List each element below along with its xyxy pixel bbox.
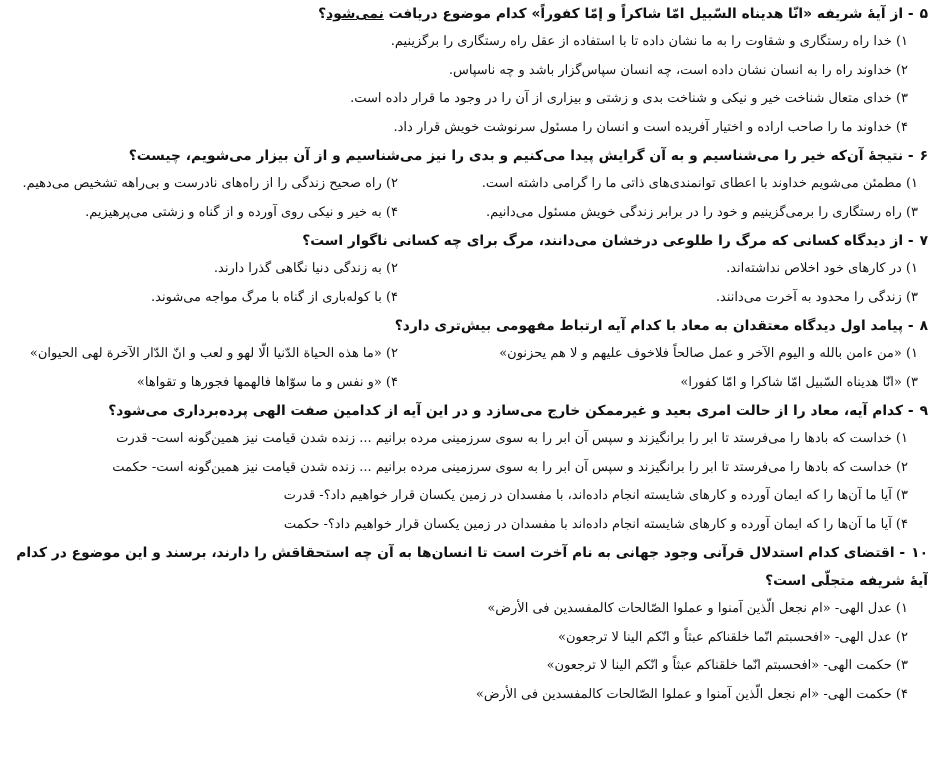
options-row [4,255,928,284]
question-10-title: ۱۰- اقتضای کدام استدلال قرآنی وجود جهانی به نام آخرت است تا انسان‌ها به آن چه استحقاقش را دارند، برسند و این موضوع در کدام آیهٔ شریفه متجلّی است؟ [16,545,928,589]
option-4[interactable]: ۴) آیا ما آن‌ها را که ایمان آورده و کارهای شایسته انجام داده‌اند با مفسدان در زمین یکسان قرار خواهیم داد؟- حکمت [283,516,908,532]
question-number: ۸ [919,318,928,334]
question-5 [4,0,928,142]
options-row [4,340,928,369]
option-2[interactable]: ۲) «ما هذه الحیاة الدّنیا الّا لهو و لعب و انّ الدّار الآخرة لهی الحیوان» [29,346,398,361]
option-1[interactable]: ۱) عدل الهی- «ام نجعل الّذین آمنوا و عملوا الصّالحات کالمفسدین فی الأرض» [487,601,908,616]
question-7 [4,227,928,312]
option-2[interactable]: ۲) عدل الهی- «افحسبتم انّما خلقناکم عبثاً و انّکم الینا لا ترجعون» [558,629,908,645]
option-3[interactable]: ۳) آیا ما آن‌ها را که ایمان آورده و کارهای شایسته انجام داده‌اند، با مفسدان در زمین یکسان قرار خواهیم داد؟- قدرت [283,488,908,503]
question-number: ۱۰ [911,545,928,561]
negation-underlined: نمی‌شود [326,6,384,22]
option-2[interactable]: ۲) خداست که بادها را می‌فرستد تا ابر را برانگیزند و سپس آن ابر را به سوی سرزمینی مرده برانیم ... زنده شدن قیامت نیز همین‌گونه است- حکمت [112,459,908,475]
question-8 [4,312,928,397]
question-8-title: ۸- پیامد اول دیدگاه معتقدان به معاد با کدام آیه ارتباط مفهومی بیش‌تری دارد؟ [394,318,928,334]
option-1[interactable]: ۱) «من ءامن بالله و الیوم الآخر و عمل صالحاً فلاخوف علیهم و لا هم یحزنون» [499,346,918,361]
option-3[interactable]: ۳) «انّا هدیناه السّبیل امّا شاکرا و امّا کفورا» [680,374,918,390]
option-1[interactable]: ۱) خدا راه رستگاری و شقاوت را به ما نشان داده تا با استفاده از عقل راه رستگاری را برگزینیم. [390,34,908,49]
option-4[interactable]: ۴) حکمت الهی- «ام نجعل الّذین آمنوا و عملوا الصّالحات کالمفسدین فی الأرض» [475,686,908,702]
options-row [4,170,928,199]
option-4[interactable]: ۴) به خیر و نیکی روی آورده و از گناه و زشتی می‌پرهیزیم. [85,204,398,220]
question-6-title: ۶- نتیجهٔ آن‌که خیر را می‌شناسیم و به آن گرایش پیدا می‌کنیم و بدی را نیز می‌شناسیم و از آن بیزار می‌شویم، چیست؟ [128,148,928,164]
question-7-title: ۷- از دیدگاه کسانی که مرگ را طلوعی درخشان می‌دانند، مرگ برای چه کسانی ناگوار است؟ [302,233,928,249]
option-4[interactable]: ۴) خداوند ما را صاحب اراده و اختیار آفریده است و انسان را مسئول سرنوشت خویش قرار داد. [393,119,908,135]
option-2[interactable]: ۲) به زندگی دنیا نگاهی گذرا دارند. [213,261,398,276]
question-number: ۵ [919,6,928,22]
option-1[interactable]: ۱) در کارهای خود اخلاص نداشته‌اند. [726,261,918,276]
option-3[interactable]: ۳) زندگی را محدود به آخرت می‌دانند. [715,289,918,305]
option-4[interactable]: ۴) «و نفس و ما سوّاها فالهمها فجورها و تقواها» [136,374,398,390]
option-1[interactable]: ۱) مطمئن می‌شویم خداوند با اعطای توانمندی‌های ذاتی ما را گرامی داشته است. [481,176,918,191]
option-3[interactable]: ۳) حکمت الهی- «افحسبتم انّما خلقناکم عبثاً و انّکم الینا لا ترجعون» [546,658,908,673]
question-9-title: ۹- کدام آیه، معاد را از حالت امری بعید و غیرممکن خارج می‌سازد و در این آیه از کدامین صفت الهی پرده‌برداری می‌شود؟ [108,403,928,419]
question-5-title: ۵- از آیهٔ شریفه «انّا هدیناه السّبیل امّا شاکراً و إمّا کفوراً» کدام موضوع دریافت نمی‌شود؟ [318,6,928,22]
option-2[interactable]: ۲) خداوند راه را به انسان نشان داده است، چه انسان سپاس‌گزار باشد و چه ناسپاس. [448,62,908,78]
options-row [4,369,928,398]
question-9 [4,397,928,539]
question-number: ۶ [919,148,928,164]
option-4[interactable]: ۴) با کوله‌باری از گناه با مرگ مواجه می‌شوند. [151,289,398,305]
option-3[interactable]: ۳) خدای متعال شناخت خیر و نیکی و شناخت بدی و زشتی و بیزاری از آن را در وجود ما قرار داده است. [350,91,908,106]
question-number: ۹ [919,403,928,419]
question-10 [4,539,928,709]
question-6 [4,142,928,227]
options-row [4,199,928,228]
option-2[interactable]: ۲) راه صحیح زندگی را از راه‌های نادرست و بی‌راهه تشخیص می‌دهیم. [22,176,398,191]
options-row [4,284,928,313]
question-number: ۷ [919,233,928,249]
option-3[interactable]: ۳) راه رستگاری را برمی‌گزینیم و خود را در برابر زندگی خویش مسئول می‌دانیم. [486,204,918,220]
option-1[interactable]: ۱) خداست که بادها را می‌فرستد تا ابر را برانگیزند و سپس آن ابر را به سوی سرزمینی مرده برانیم ... زنده شدن قیامت نیز همین‌گونه است- قدرت [116,431,908,446]
